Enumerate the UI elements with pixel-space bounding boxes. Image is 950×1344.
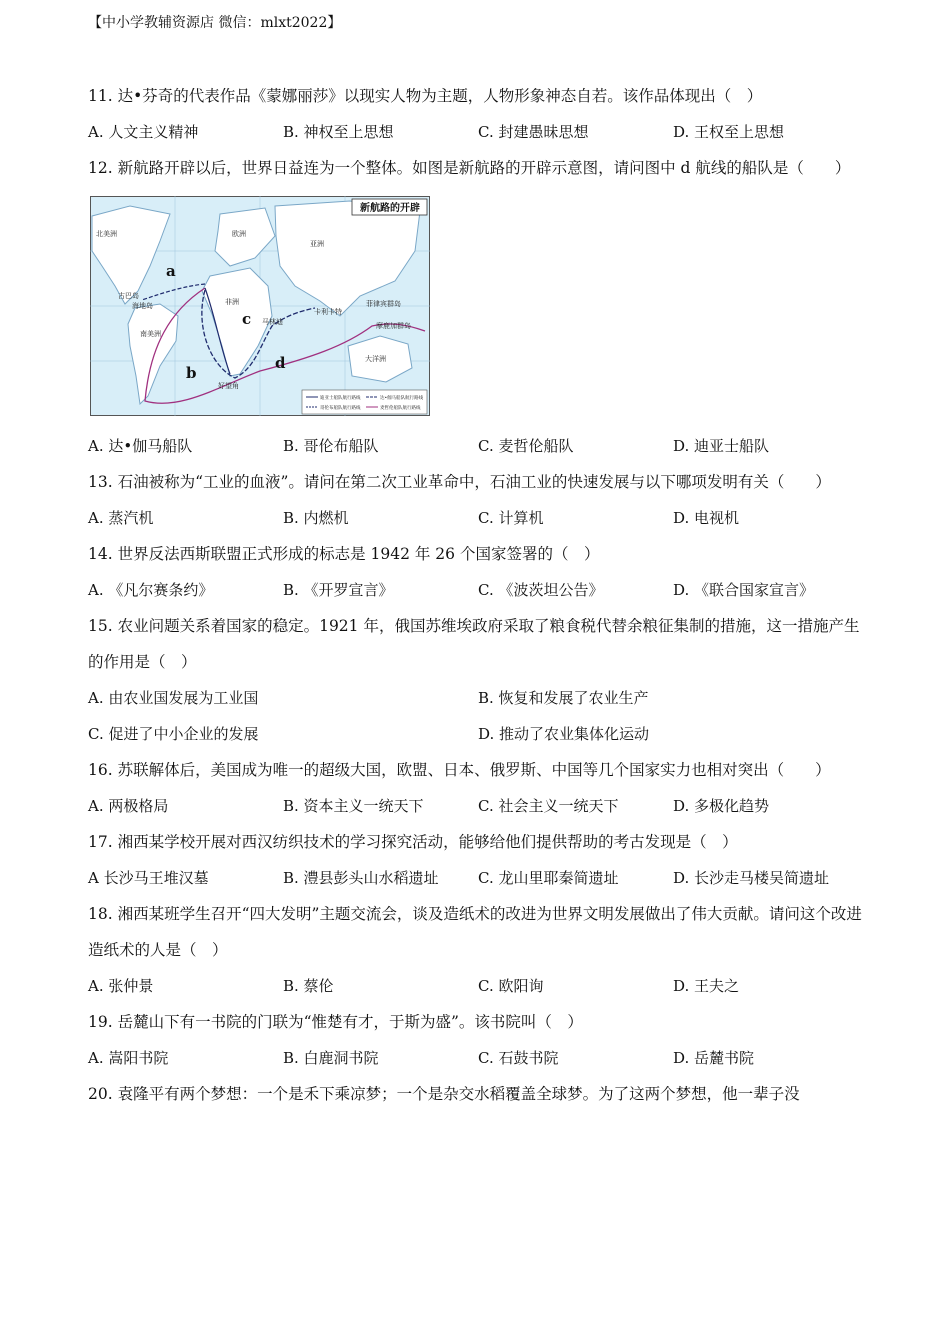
options-18 (88, 968, 868, 1004)
question-19: 19. 岳麓山下有一书院的门联为“惟楚有才，于斯为盛”。该书院叫（ ） (88, 1013, 583, 1031)
option-d: D. 推动了农业集体化运动 (478, 725, 650, 743)
label-haiti: 海地岛 (132, 302, 153, 310)
question-14: 14. 世界反法西斯联盟正式形成的标志是 1942 年 26 个国家签署的（ ） (88, 545, 600, 563)
label-oceania: 大洋洲 (365, 355, 386, 363)
label-moluccas: 摩鹿加群岛 (376, 322, 411, 330)
route-label-a: a (166, 262, 176, 280)
option-c: C. 石鼓书院 (478, 1049, 559, 1067)
options-16 (88, 788, 868, 824)
label-africa: 非洲 (225, 298, 239, 306)
option-b: B. 《开罗宣言》 (283, 581, 394, 599)
option-b: B. 内燃机 (283, 509, 349, 527)
option-b: B. 白鹿洞书院 (283, 1049, 379, 1067)
options-17 (88, 860, 868, 896)
label-europe: 欧洲 (232, 230, 246, 238)
label-asia: 亚洲 (310, 240, 324, 248)
question-16: 16. 苏联解体后，美国成为唯一的超级大国，欧盟、日本、俄罗斯、中国等几个国家实力也相对突出（ ） (88, 761, 831, 779)
option-d: D. 岳麓书院 (673, 1049, 755, 1067)
option-d: D. 《联合国家宣言》 (673, 581, 815, 599)
option-c: C. 龙山里耶秦简遗址 (478, 869, 619, 887)
map-title: 新航路的开辟 (360, 203, 420, 214)
option-c: C. 《波茨坦公告》 (478, 581, 604, 599)
label-cuba: 古巴岛 (118, 292, 139, 300)
options-12 (88, 428, 868, 464)
option-c: C. 欧阳询 (478, 977, 544, 995)
option-a: A. 达•伽马船队 (88, 437, 193, 455)
map-legend (302, 390, 427, 414)
option-b: B. 哥伦布船队 (283, 437, 379, 455)
question-17: 17. 湘西某学校开展对西汉纺织技术的学习探究活动，能够给他们提供帮助的考古发现是（ ） (88, 833, 738, 851)
route-label-b: b (186, 364, 197, 382)
page-header: 【中小学教辅资源店 微信：mlxt2022】 (88, 15, 342, 31)
question-15: 15. 农业问题关系着国家的稳定。1921 年，俄国苏维埃政府采取了粮食税代替余粮征集制的措施，这一措施产生的作用是（ ） (88, 617, 860, 671)
option-c: C. 封建愚昧思想 (478, 123, 589, 141)
option-c: C. 麦哲伦船队 (478, 437, 574, 455)
legend-diaz: 迪亚士船队航行路线 (320, 396, 361, 401)
question-18: 18. 湘西某班学生召开“四大发明”主题交流会，谈及造纸术的改进为世界文明发展做出了伟大贡献。请问这个改进造纸术的人是（ ） (88, 905, 862, 959)
option-b: B. 资本主义一统天下 (283, 797, 424, 815)
option-b: B. 恢复和发展了农业生产 (478, 689, 649, 707)
question-13: 13. 石油被称为“工业的血液”。请问在第二次工业革命中，石油工业的快速发展与以下哪项发明有关（ ） (88, 473, 831, 491)
option-a: A. 人文主义精神 (88, 123, 199, 141)
label-south-america: 南美洲 (140, 330, 161, 338)
option-d: D. 迪亚士船队 (673, 437, 770, 455)
label-malindi: 马林迪 (262, 318, 283, 326)
question-12: 12. 新航路开辟以后，世界日益连为一个整体。如图是新航路的开辟示意图，请问图中 d 航线的船队是（ ） (88, 159, 851, 177)
option-c: C. 促进了中小企业的发展 (88, 725, 259, 743)
option-d: D. 电视机 (673, 509, 740, 527)
option-d: D. 王夫之 (673, 977, 740, 995)
label-cape-good-hope: 好望角 (218, 382, 239, 390)
question-20: 20. 袁隆平有两个梦想：一个是禾下乘凉梦；一个是杂交水稻覆盖全球梦。为了这两个梦想，他一辈子没 (88, 1085, 800, 1103)
options-15-row-2 (88, 716, 868, 752)
options-19 (88, 1040, 868, 1076)
options-11 (88, 114, 868, 150)
options-13 (88, 500, 868, 536)
question-11: 11. 达•芬奇的代表作品《蒙娜丽莎》以现实人物为主题，人物形象神态自若。该作品体现出（ ） (88, 87, 763, 105)
option-d: D. 王权至上思想 (673, 123, 785, 141)
label-philippines: 菲律宾群岛 (366, 300, 401, 308)
option-a: A. 《凡尔赛条约》 (88, 581, 214, 599)
option-b: B. 神权至上思想 (283, 123, 394, 141)
option-c: C. 社会主义一统天下 (478, 797, 619, 815)
options-15-row-1 (88, 680, 868, 716)
option-d: D. 多极化趋势 (673, 797, 770, 815)
option-d: D. 长沙走马楼吴简遗址 (673, 869, 830, 887)
option-a: A. 由农业国发展为工业国 (88, 689, 259, 707)
options-14 (88, 572, 868, 608)
option-c: C. 计算机 (478, 509, 544, 527)
option-a: A. 蒸汽机 (88, 509, 154, 527)
legend-magellan: 麦哲伦船队航行路线 (380, 406, 421, 411)
label-calicut: 卡利卡特 (314, 308, 342, 316)
new-sea-routes-map (90, 196, 430, 416)
legend-columbus: 哥伦布船队航行路线 (320, 406, 361, 411)
route-label-d: d (275, 354, 286, 372)
option-b: B. 澧县彭头山水稻遗址 (283, 869, 439, 887)
legend-dagama: 达•伽马船队航行路线 (380, 396, 424, 401)
option-a: A. 张仲景 (88, 977, 154, 995)
option-a: A. 嵩阳书院 (88, 1049, 169, 1067)
label-north-america: 北美洲 (96, 230, 117, 238)
route-label-c: c (242, 310, 252, 328)
option-a: A. 两极格局 (88, 797, 169, 815)
option-b: B. 蔡伦 (283, 977, 334, 995)
question-list (88, 78, 868, 1112)
option-a: A 长沙马王堆汉墓 (88, 869, 209, 887)
